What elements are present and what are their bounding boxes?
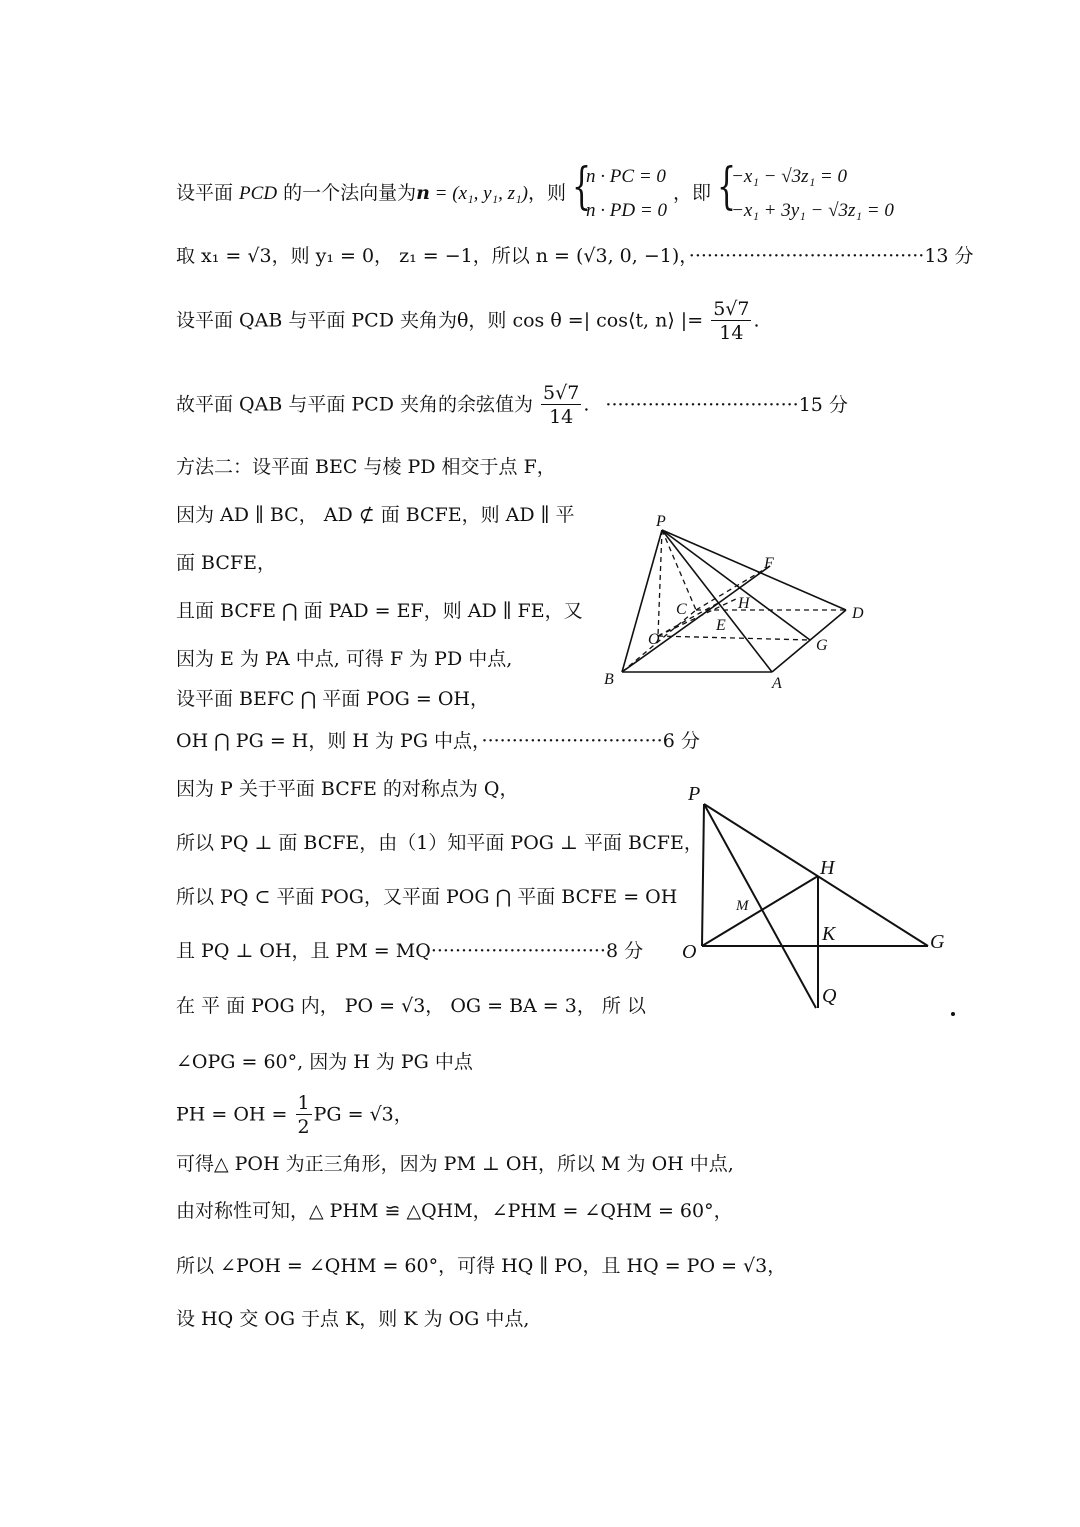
score-mark: ·······································13 分 (688, 245, 974, 267)
line-ph-oh (176, 1092, 413, 1139)
equation-system-1 (572, 157, 667, 228)
fraction-numerator: 1 (297, 1092, 310, 1114)
label-H: H (820, 857, 835, 879)
fraction-numerator: 5√7 (543, 382, 580, 404)
label-K: K (822, 923, 836, 945)
label-B: B (604, 671, 614, 688)
text-segment: 设平面 (176, 182, 240, 204)
line-plane-befc: 设平面 BEFC ⋂ 平面 POG = OH， (176, 688, 489, 710)
label-P: P (688, 783, 701, 805)
text-segment: ，则 (527, 182, 566, 204)
fraction-denominator: 14 (719, 322, 744, 344)
line-pq-perp: 所以 PQ ⊥ 面 BCFE，由（1）知平面 POG ⊥ 平面 BCFE， (176, 832, 703, 854)
label-P: P (656, 513, 666, 530)
label-G: G (930, 931, 945, 953)
fraction-denominator: 2 (297, 1116, 310, 1138)
label-G: G (816, 637, 828, 654)
text-segment: 设平面 QAB 与平面 PCD 夹角为θ，则 cos θ =| cos⟨t, n⟩ |= (176, 309, 704, 332)
edge-PB (622, 530, 662, 672)
label-A: A (772, 675, 782, 692)
label-H: H (738, 595, 750, 612)
segment-PO (702, 804, 704, 946)
line-take-x1 (176, 243, 974, 269)
label-M: M (736, 898, 749, 914)
line-method-two: 方法二：设平面 BEC 与棱 PD 相交于点 F， (176, 456, 556, 478)
label-E: E (716, 617, 726, 634)
text-segment: n (416, 182, 430, 204)
line-plane-bcfe: 面 BCFE， (176, 552, 276, 574)
text-segment: . (583, 393, 590, 416)
label-F: F (764, 555, 774, 572)
line-normal-vector (176, 157, 894, 228)
label-C: C (676, 601, 687, 618)
fraction-numerator: 5√7 (713, 298, 750, 320)
line-symmetric-q: 因为 P 关于平面 BCFE 的对称点为 Q， (176, 778, 519, 800)
line-cos-theta (176, 298, 760, 345)
text-segment: PCD (239, 183, 278, 204)
fraction (711, 298, 751, 345)
equation-row: n · PC = 0 (586, 166, 666, 187)
score-mark: ································15 分 (605, 393, 848, 416)
edge-PO (658, 530, 662, 636)
line-conclusion (176, 382, 848, 429)
label-D: D (852, 605, 864, 622)
line-hq-parallel: 所以 ∠POH = ∠QHM = 60°，可得 HQ ∥ PO，且 HQ = PO = √3， (176, 1255, 787, 1277)
text-segment: 的一个法向量为 (277, 182, 417, 204)
edge-OE (658, 602, 720, 636)
text-segment: 故平面 QAB 与平面 PCD 夹角的余弦值为 (176, 393, 533, 416)
segment-PQ (704, 804, 816, 1008)
line-pm-mq (176, 938, 643, 964)
line-pq-subset: 所以 PQ ⊂ 平面 POG，又平面 POG ⋂ 平面 BCFE = OH (176, 886, 678, 908)
line-k-midpoint: 设 HQ 交 OG 于点 K，则 K 为 OG 中点, (176, 1308, 530, 1330)
line-midpoint-f: 因为 E 为 PA 中点, 可得 F 为 PD 中点, (176, 648, 513, 670)
text-segment: . (753, 309, 760, 332)
brace-glyph: { (572, 157, 592, 215)
text-segment: 且 PQ ⊥ OH，且 PM = MQ (176, 940, 431, 962)
text-segment: ，即 (673, 182, 712, 204)
fraction-denominator: 14 (549, 406, 574, 428)
text-segment: PH = OH = (176, 1103, 288, 1126)
score-mark: ······························6 分 (481, 730, 700, 752)
edge-OG (658, 636, 810, 640)
label-O: O (682, 941, 697, 963)
fraction (541, 382, 581, 429)
line-angle-opg: ∠OPG = 60°, 因为 H 为 PG 中点 (176, 1051, 473, 1073)
line-oh-pg (176, 728, 700, 754)
equation-system-2 (717, 157, 894, 228)
text-segment: 取 x₁ = √3，则 y₁ = 0， z₁ = −1，所以 n = (√3, 0, −1)， (176, 245, 689, 267)
brace-glyph: { (717, 157, 737, 215)
equation-row: −x₁ + 3y₁ − √3z₁ = 0 (731, 200, 894, 221)
text-segment: = (x₁, y₁, z₁) (429, 183, 528, 204)
text-segment: PG = √3， (313, 1103, 413, 1126)
stray-dot (951, 1012, 955, 1016)
line-equilateral: 可得△ POH 为正三角形，因为 PM ⊥ OH，所以 M 为 OH 中点, (176, 1153, 734, 1175)
label-Q: Q (822, 985, 837, 1007)
line-ad-parallel: 因为 AD ∥ BC， AD ⊄ 面 BCFE，则 AD ∥ 平 (176, 504, 575, 526)
equation-row: −x₁ − √3z₁ = 0 (731, 166, 847, 187)
text-segment: OH ⋂ PG = H，则 H 为 PG 中点， (176, 730, 482, 752)
score-mark: ·····························8 分 (430, 940, 644, 962)
line-congruent: 由对称性可知，△ PHM ≌ △QHM，∠PHM = ∠QHM = 60°， (176, 1200, 733, 1222)
line-po-og: 在 平 面 POG 内， PO = √3， OG = BA = 3， 所 以 (176, 995, 646, 1017)
label-O: O (648, 631, 660, 648)
plane-pog-figure (676, 780, 966, 1020)
fraction (296, 1092, 312, 1139)
equation-row: n · PD = 0 (586, 200, 667, 221)
pyramid-figure (596, 510, 886, 700)
line-intersection-ef: 且面 BCFE ⋂ 面 PAD = EF，则 AD ∥ FE，又 (176, 600, 583, 622)
segment-OH (702, 876, 818, 946)
